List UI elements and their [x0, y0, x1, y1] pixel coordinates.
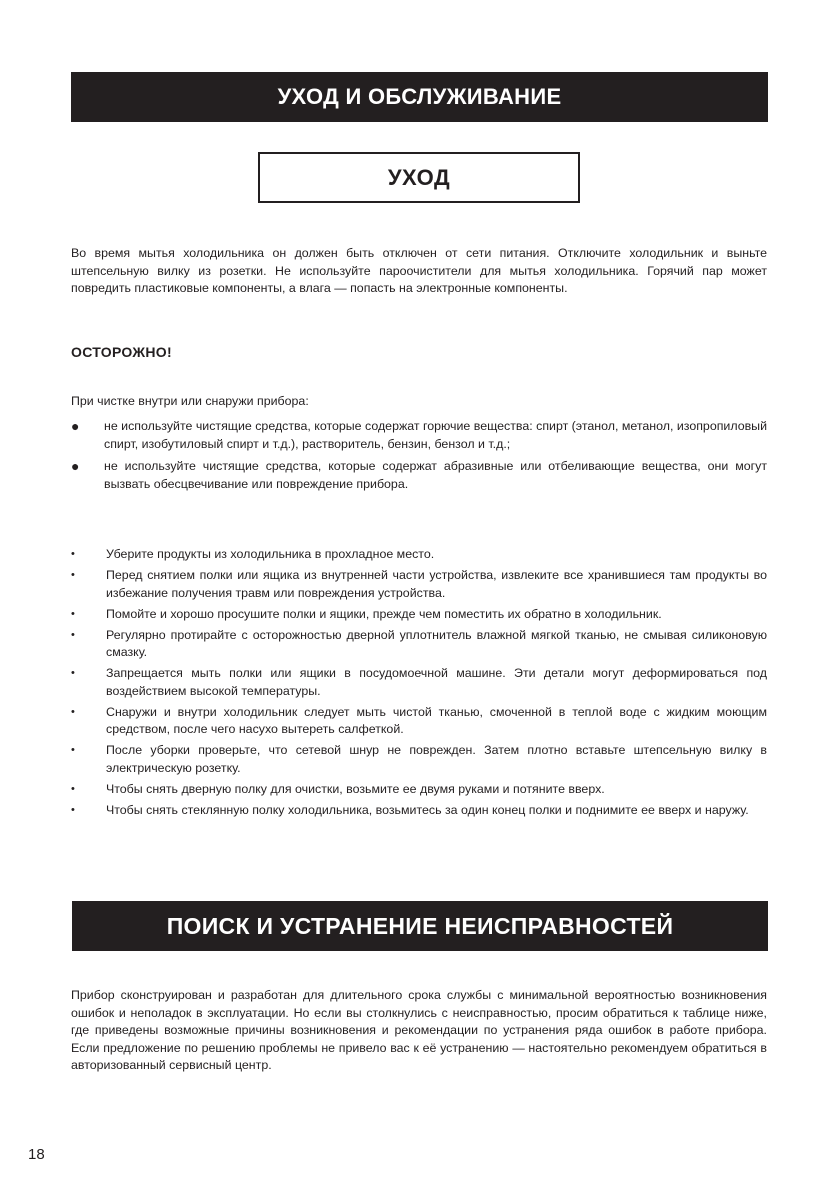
care-step-text: Перед снятием полки или ящика из внутренней части устройства, извлеките все хранившиеся там продукты во избежание получения травм или повреждения устройства. — [106, 568, 767, 600]
warning-lead: При чистке внутри или снаружи прибора: — [71, 394, 309, 408]
troubleshooting-banner — [72, 901, 768, 951]
bullet-icon: ● — [71, 418, 80, 434]
list-item — [71, 704, 767, 739]
bullet-icon: • — [71, 569, 75, 581]
warning-heading: ОСТОРОЖНО! — [71, 344, 172, 360]
bullet-icon: • — [71, 667, 75, 679]
list-item — [71, 458, 767, 493]
list-item — [71, 567, 767, 602]
list-item — [71, 418, 767, 453]
bullet-icon: • — [71, 705, 75, 718]
care-step-text: После уборки проверьте, что сетевой шнур не поврежден. Затем плотно вставьте штепсельную вилку в электрическую розетку. — [106, 743, 767, 775]
care-step-text: Чтобы снять дверную полку для очистки, возьмите ее двумя руками и потяните вверх. — [106, 781, 605, 796]
care-intro-paragraph: Во время мытья холодильника он должен быть отключен от сети питания. Отключите холодильник и выньте штепсельную вилку из розетки. Не используйте пароочистители для мытья холодильника. Горячий пар может повредить пластиковые компоненты, а влага — попасть на электронные компоненты. — [71, 246, 767, 295]
care-step-text: Регулярно протирайте с осторожностью дверной уплотнитель влажной мягкой тканью, не смывая силиконовую смазку. — [106, 627, 767, 659]
bullet-icon: • — [71, 548, 75, 560]
list-item — [71, 665, 767, 700]
warning-item-text: не используйте чистящие средства, которые содержат горючие вещества: спирт (этанол, метанол, изопропиловый спирт, изобутиловый спирт и т.д.), растворитель, бензин, бензол и т.д.; — [104, 419, 768, 451]
care-steps-list — [71, 546, 767, 823]
care-maintenance-title: УХОД И ОБСЛУЖИВАНИЕ — [277, 84, 562, 109]
warning-list — [71, 418, 767, 498]
list-item — [71, 781, 767, 799]
bullet-icon: ● — [71, 458, 80, 474]
bullet-icon: • — [71, 628, 75, 641]
list-item — [71, 742, 767, 777]
troubleshooting-title: ПОИСК И УСТРАНЕНИЕ НЕИСПРАВНОСТЕЙ — [166, 912, 674, 939]
bullet-icon: • — [71, 803, 75, 816]
page-number: 18 — [28, 1146, 45, 1163]
list-item — [71, 802, 767, 820]
care-step-text: Уберите продукты из холодильника в прохладное место. — [106, 547, 435, 561]
care-subsection-title: УХОД — [387, 164, 451, 190]
list-item — [71, 546, 767, 564]
list-item — [71, 606, 767, 624]
troubleshooting-paragraph: Прибор сконструирован и разработан для длительного срока службы с минимальной вероятностью возникновения ошибок и неполадок в эксплуатации. Но если вы столкнулись с неисправностью, просим обратиться к таблице ниже, где приведены возможные причины возникновения и рекомендации по устранения ряда ошибок в работе прибора. Если предложение по решению проблемы не привело вас к её устранению — настоятельно рекомендуем обратиться в авторизованный сервисный центр. — [71, 988, 767, 1072]
care-maintenance-banner — [71, 72, 768, 122]
list-item — [71, 627, 767, 662]
bullet-icon: • — [71, 744, 75, 756]
bullet-icon: • — [71, 782, 75, 795]
warning-item-text: не используйте чистящие средства, которые содержат абразивные или отбеливающие вещества, они могут вызвать обесцвечивание или повреждение прибора. — [104, 459, 767, 491]
care-step-text: Помойте и хорошо просушите полки и ящики, прежде чем поместить их обратно в холодильник. — [106, 606, 662, 621]
care-step-text: Запрещается мыть полки или ящики в посудомоечной машине. Эти детали могут деформироваться под воздействием высокой температуры. — [106, 666, 767, 698]
care-step-text: Снаружи и внутри холодильник следует мыть чистой тканью, смоченной в теплой воде с жидким моющим средством, после чего насухо вытереть салфеткой. — [106, 704, 767, 736]
bullet-icon: • — [71, 607, 75, 620]
care-subsection-box — [258, 152, 580, 203]
care-step-text: Чтобы снять стеклянную полку холодильника, возьмитесь за один конец полки и поднимите ее вверх и наружу. — [106, 802, 749, 817]
